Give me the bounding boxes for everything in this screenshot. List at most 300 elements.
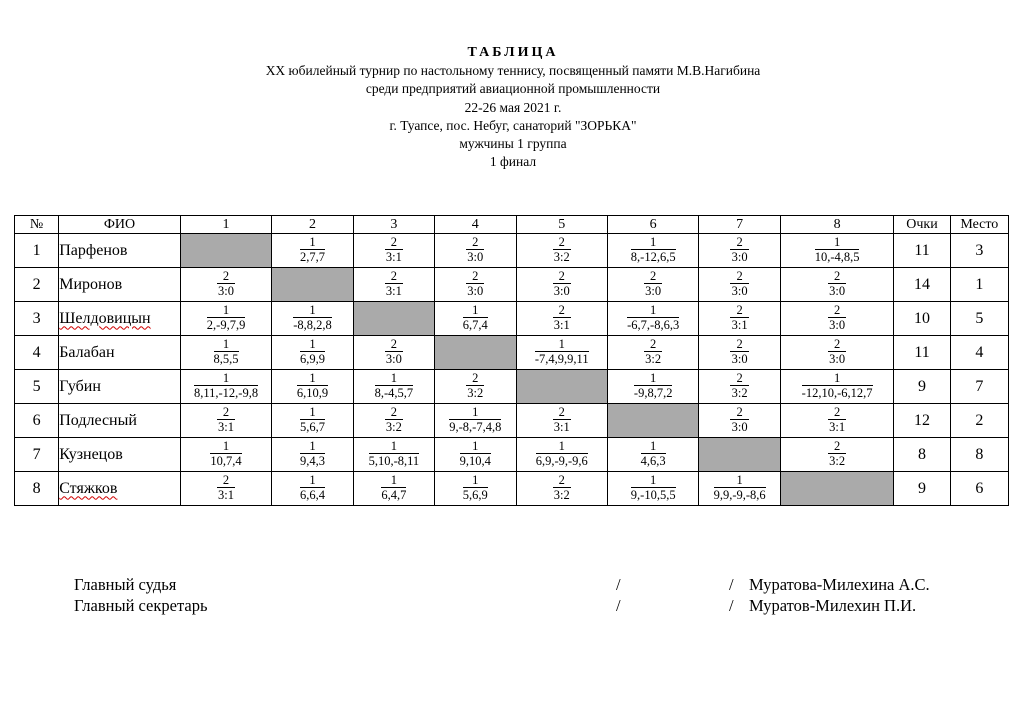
match-points: 1 [207,303,246,318]
column-header-opponent-3: 3 [353,216,434,234]
match-result-cell [699,302,780,336]
match-result-cell [180,302,271,336]
table-row [15,234,1009,268]
match-points: 1 [631,235,676,250]
player-number: 4 [15,336,59,370]
match-points: 2 [730,235,748,250]
match-score: 9,-10,5,5 [630,488,676,502]
match-result-cell [780,234,894,268]
match-score: 9,4,3 [299,454,325,468]
match-result-cell [516,472,607,506]
column-header-opponent-5: 5 [516,216,607,234]
match-result [828,303,846,332]
column-header-opponent-4: 4 [435,216,516,234]
match-score: 6,6,4 [299,488,325,502]
match-result [553,473,571,502]
match-points: 2 [730,405,748,420]
column-header-name: ФИО [59,216,181,234]
match-result-cell [180,268,271,302]
match-points: 1 [714,473,766,488]
match-points: 1 [300,439,325,454]
match-score: 3:1 [553,318,570,332]
player-place: 3 [950,234,1008,268]
player-points: 11 [894,336,950,370]
match-score: 6,9,-9,-9,6 [535,454,588,468]
match-result-cell [272,336,353,370]
player-points: 11 [894,234,950,268]
match-score: 6,9,9 [299,352,325,366]
column-header-opponent-2: 2 [272,216,353,234]
match-result [300,439,325,468]
match-result-cell [353,336,434,370]
match-result-cell [607,234,698,268]
chief-judge-label: Главный судья [74,575,177,594]
match-score: 8,-4,5,7 [374,386,414,400]
match-points: 1 [535,337,589,352]
match-result-cell [516,268,607,302]
player-name [59,234,181,268]
match-result-cell [699,472,780,506]
match-result-cell [272,472,353,506]
match-result [634,371,673,400]
chief-secretary-signature-slash-left: / [616,596,621,615]
match-result-cell [607,370,698,404]
match-points: 2 [217,405,235,420]
match-result-cell [516,336,607,370]
match-score: 3:2 [553,250,570,264]
match-result-cell [435,438,516,472]
match-result-cell [780,268,894,302]
column-header-place: Место [950,216,1008,234]
player-points: 14 [894,268,950,302]
chief-secretary-signature-slash-right: / [729,596,734,615]
match-result [553,303,571,332]
match-result [385,269,403,298]
match-score: 9,9,-9,-8,6 [713,488,766,502]
document-header [0,44,1024,171]
player-place: 4 [950,336,1008,370]
match-result-cell [780,336,894,370]
player-name-text: Губин [59,377,101,395]
match-score: 8,-12,6,5 [630,250,676,264]
player-name [59,370,181,404]
match-result [210,439,241,468]
match-result [730,269,748,298]
match-result [300,405,325,434]
player-name [59,302,181,336]
match-score: 3:1 [218,488,235,502]
column-header-points: Очки [894,216,950,234]
match-result-cell [435,404,516,438]
match-points: 1 [300,337,325,352]
match-result-cell [272,234,353,268]
match-points: 2 [828,439,846,454]
match-result-cell [780,404,894,438]
match-result [463,303,488,332]
match-result-cell [353,438,434,472]
match-score: 3:2 [467,386,484,400]
match-points: 1 [381,473,406,488]
match-result-cell [435,302,516,336]
match-result [217,405,235,434]
match-score: 9,-8,-7,4,8 [449,420,502,434]
match-score: 3:2 [731,386,748,400]
match-result-cell [180,336,271,370]
match-points: 2 [217,269,235,284]
match-score: 3:0 [553,284,570,298]
chief-judge-signature-slash-left: / [616,575,621,594]
match-result-cell [699,370,780,404]
chief-secretary-name: Муратов-Милехин П.И. [749,596,917,615]
match-points: 1 [463,303,488,318]
tournament-name: XX юбилейный турнир по настольному теннису, посвященный памяти М.В.Нагибина [265,63,761,79]
match-points: 2 [217,473,235,488]
match-score: 3:0 [731,420,748,434]
player-number: 1 [15,234,59,268]
match-result-cell [699,404,780,438]
player-name [59,336,181,370]
match-result [460,439,491,468]
player-points: 9 [894,472,950,506]
player-name-text: Подлесный [59,411,137,429]
match-result-cell [607,302,698,336]
match-result [466,235,484,264]
match-points: 2 [828,337,846,352]
match-score: 5,10,-8,11 [368,454,420,468]
match-points: 2 [466,371,484,386]
self-match-cell [699,438,780,472]
player-name-text: Миронов [59,275,123,293]
match-score: 3:2 [385,420,402,434]
match-score: 5,6,9 [462,488,488,502]
match-points: 2 [730,269,748,284]
player-name [59,472,181,506]
match-points: 1 [300,473,325,488]
self-match-cell [435,336,516,370]
column-header-opponent-6: 6 [607,216,698,234]
player-number: 5 [15,370,59,404]
player-number: 7 [15,438,59,472]
match-points: 2 [644,337,662,352]
document-title: ТАБЛИЦА [467,45,559,60]
match-score: -8,8,2,8 [293,318,332,332]
column-header-opponent-1: 1 [180,216,271,234]
match-score: 3:0 [218,284,235,298]
tournament-location: г. Туапсе, пос. Небуг, санаторий "ЗОРЬКА" [389,117,637,133]
match-score: 8,5,5 [213,352,239,366]
match-points: 2 [466,269,484,284]
match-points: 1 [214,337,239,352]
match-result-cell [699,234,780,268]
player-place: 5 [950,302,1008,336]
match-points: 1 [375,371,414,386]
match-result-cell [272,404,353,438]
match-score: 3:1 [385,284,402,298]
match-score: 6,7,4 [462,318,488,332]
player-name-text: Кузнецов [59,445,123,463]
player-name-text: Шелдовицын [59,309,151,327]
match-result [730,405,748,434]
match-points: 1 [627,303,679,318]
match-points: 1 [300,235,325,250]
match-result [536,439,588,468]
player-place: 6 [950,472,1008,506]
self-match-cell [180,234,271,268]
match-points: 1 [634,371,673,386]
match-result-cell [780,370,894,404]
match-points: 1 [369,439,420,454]
player-points: 9 [894,370,950,404]
match-points: 1 [641,439,666,454]
match-points: 1 [194,371,258,386]
match-score: 9,10,4 [459,454,491,468]
tournament-stage: 1 финал [489,154,537,170]
tournament-dates: 22-26 мая 2021 г. [464,99,562,115]
player-name [59,404,181,438]
match-score: -12,10,-6,12,7 [801,386,873,400]
match-points: 1 [297,371,328,386]
player-name [59,438,181,472]
match-points: 2 [385,405,403,420]
player-place: 1 [950,268,1008,302]
match-result-cell [435,472,516,506]
table-row [15,438,1009,472]
table-row [15,472,1009,506]
player-points: 8 [894,438,950,472]
match-score: 3:0 [467,250,484,264]
match-points: 2 [385,235,403,250]
match-score: 6,10,9 [296,386,329,400]
match-result [730,235,748,264]
match-result [385,337,403,366]
match-result-cell [435,268,516,302]
match-result [730,303,748,332]
match-score: 2,7,7 [299,250,325,264]
match-result [802,371,873,400]
table-row [15,302,1009,336]
match-score: 3:1 [829,420,846,434]
match-score: -7,4,9,9,11 [534,352,589,366]
match-result [385,405,403,434]
match-score: 3:0 [385,352,402,366]
match-result-cell [272,370,353,404]
self-match-cell [516,370,607,404]
match-points: 2 [828,303,846,318]
match-points: 2 [828,405,846,420]
match-result [194,371,258,400]
table-row [15,268,1009,302]
match-result-cell [180,472,271,506]
player-name-text: Парфенов [59,241,128,259]
match-points: 2 [644,269,662,284]
match-points: 2 [466,235,484,250]
match-score: 5,6,7 [299,420,325,434]
player-name-text: Балабан [59,343,115,361]
match-result [641,439,666,468]
match-result [375,371,414,400]
match-score: 4,6,3 [640,454,666,468]
match-points: 1 [463,473,488,488]
player-place: 8 [950,438,1008,472]
match-points: 1 [300,405,325,420]
match-result-cell [180,438,271,472]
match-result [730,371,748,400]
match-result [466,371,484,400]
match-points: 1 [210,439,241,454]
player-name [59,268,181,302]
match-points: 2 [730,371,748,386]
match-result-cell [353,370,434,404]
match-result [730,337,748,366]
self-match-cell [780,472,894,506]
match-result [300,337,325,366]
match-score: 3:1 [218,420,235,434]
match-score: -6,7,-8,6,3 [627,318,680,332]
table-row [15,336,1009,370]
match-result [627,303,679,332]
match-result [297,371,328,400]
match-result-cell [607,438,698,472]
chief-judge-name: Муратова-Милехина А.С. [749,575,930,594]
match-points: 1 [293,303,332,318]
match-result-cell [353,404,434,438]
match-result-cell [699,268,780,302]
match-result [644,269,662,298]
match-result [300,235,325,264]
match-result [631,235,676,264]
tournament-group: мужчины 1 группа [459,136,567,152]
match-result [463,473,488,502]
match-result [631,473,676,502]
match-result-cell [353,234,434,268]
chief-secretary-label: Главный секретарь [74,596,208,615]
player-place: 7 [950,370,1008,404]
match-points: 2 [553,269,571,284]
match-points: 2 [730,337,748,352]
match-result-cell [272,302,353,336]
match-result [714,473,766,502]
player-number: 8 [15,472,59,506]
player-name-text: Стяжков [59,479,118,497]
match-result-cell [607,336,698,370]
table-body [15,234,1009,506]
match-score: 3:2 [829,454,846,468]
match-points: 1 [802,371,873,386]
match-score: 3:0 [731,284,748,298]
match-result [217,473,235,502]
match-score: 3:0 [829,318,846,332]
match-points: 2 [828,269,846,284]
match-points: 2 [385,269,403,284]
self-match-cell [607,404,698,438]
match-points: 2 [553,303,571,318]
match-score: 6,4,7 [381,488,407,502]
match-result [553,235,571,264]
match-result [207,303,246,332]
column-header-opponent-8: 8 [780,216,894,234]
match-points: 2 [730,303,748,318]
match-result-cell [435,370,516,404]
match-score: 3:2 [645,352,662,366]
match-result [385,235,403,264]
match-points: 2 [553,405,571,420]
player-points: 12 [894,404,950,438]
match-score: 2,-9,7,9 [206,318,246,332]
match-result-cell [272,438,353,472]
match-result-cell [516,438,607,472]
match-points: 1 [460,439,491,454]
match-result-cell [607,472,698,506]
match-result-cell [353,472,434,506]
match-score: 8,11,-12,-9,8 [193,386,259,400]
match-score: 3:0 [731,250,748,264]
match-result [553,269,571,298]
match-result [828,337,846,366]
match-score: 3:0 [467,284,484,298]
match-result [214,337,239,366]
match-result [369,439,420,468]
match-score: -9,8,7,2 [633,386,673,400]
match-score: 3:1 [731,318,748,332]
table-row [15,404,1009,438]
match-result [381,473,406,502]
match-points: 1 [536,439,588,454]
self-match-cell [353,302,434,336]
match-result [217,269,235,298]
player-number: 6 [15,404,59,438]
match-result [815,235,860,264]
match-result-cell [180,370,271,404]
match-result [644,337,662,366]
player-number: 2 [15,268,59,302]
match-score: 3:1 [385,250,402,264]
table-header-row [15,216,1009,234]
match-result-cell [435,234,516,268]
match-score: 3:1 [553,420,570,434]
match-score: 3:0 [829,352,846,366]
match-result [449,405,501,434]
match-result [828,439,846,468]
match-result [828,269,846,298]
match-result-cell [180,404,271,438]
match-score: 10,7,4 [210,454,242,468]
match-result-cell [607,268,698,302]
match-result-cell [516,302,607,336]
match-points: 1 [449,405,501,420]
player-number: 3 [15,302,59,336]
table-row [15,370,1009,404]
match-result [466,269,484,298]
match-result-cell [353,268,434,302]
self-match-cell [272,268,353,302]
match-points: 1 [631,473,676,488]
match-result-cell [516,404,607,438]
chief-judge-signature-slash-right: / [729,575,734,594]
match-result-cell [780,438,894,472]
match-score: 3:2 [553,488,570,502]
player-points: 10 [894,302,950,336]
match-result-cell [699,336,780,370]
match-result [300,473,325,502]
match-score: 10,-4,8,5 [814,250,860,264]
column-header-number: № [15,216,59,234]
tournament-participants: среди предприятий авиационной промышленности [365,81,661,97]
match-points: 2 [553,235,571,250]
match-score: 3:0 [731,352,748,366]
match-result [553,405,571,434]
match-result [293,303,332,332]
player-place: 2 [950,404,1008,438]
